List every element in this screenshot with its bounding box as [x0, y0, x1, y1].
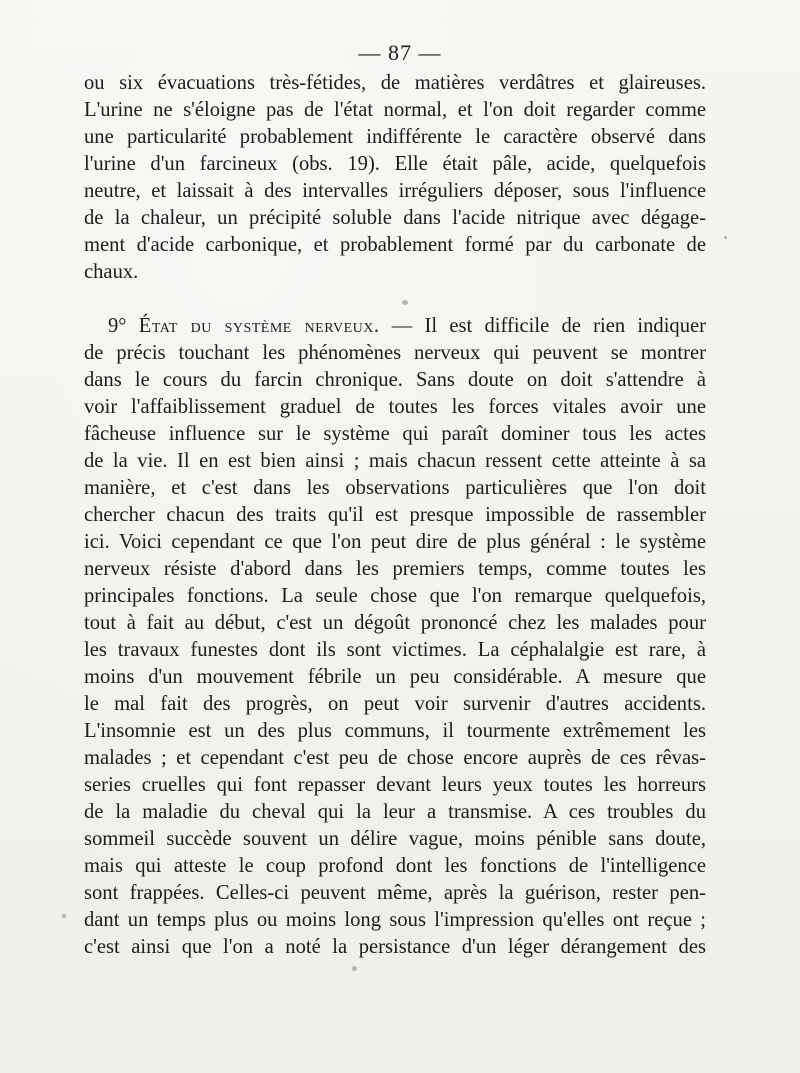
ink-speck: [724, 236, 727, 239]
paragraph-gap: [84, 286, 706, 313]
text-line: nerveux résiste d'abord dans les premiers temps, comme toutes les: [84, 558, 706, 580]
text-line: voir l'affaiblissement graduel de toutes les forces vitales avoir une: [84, 396, 706, 418]
text-line: sommeil succède souvent un délire vague, moins pénible sans doute,: [84, 828, 706, 850]
section-title: État du système nerveux.: [138, 315, 380, 337]
text-line: dans le cours du farcin chronique. Sans doute on doit s'attendre à: [84, 369, 706, 391]
paragraph-1: [84, 70, 706, 286]
text-line: ici. Voici cependant ce que l'on peut dire de plus général : le système: [84, 531, 706, 553]
text-line: chercher chacun des traits qu'il est presque impossible de rassembler: [84, 504, 706, 526]
text-line: manière, et c'est dans les observations particulières que l'on doit: [84, 477, 706, 499]
text-line: tout à fait au début, c'est un dégoût prononcé chez les malades pour: [84, 612, 706, 634]
text-line: L'insomnie est un des plus communs, il tourmente extrêmement les: [84, 720, 706, 742]
text-line: les travaux funestes dont ils sont victimes. La céphalalgie est rare, à: [84, 639, 706, 661]
section-heading-text: — Il est difficile de rien indiquer: [391, 315, 707, 337]
text-line: ment d'acide carbonique, et probablement formé par du carbonate de: [84, 234, 706, 256]
ink-speck: [62, 914, 66, 918]
text-line: de précis touchant les phénomènes nerveux qui peuvent se montrer: [84, 342, 706, 364]
ink-speck: [402, 300, 408, 305]
text-line: series cruelles qui font repasser devant leurs yeux toutes les horreurs: [84, 774, 706, 796]
text-line: fâcheuse influence sur le système qui paraît dominer tous les actes: [84, 423, 706, 445]
text-line: de la chaleur, un précipité soluble dans l'acide nitrique avec dégage-: [84, 207, 706, 229]
text-line: une particularité probablement indifférente le caractère observé dans: [84, 126, 706, 148]
paragraph-2: [84, 313, 706, 961]
ink-speck: [352, 966, 357, 971]
section-heading-line: [84, 313, 706, 340]
text-line: c'est ainsi que l'on a noté la persistance d'un léger dérangement des: [84, 936, 706, 958]
text-line: de la vie. Il en est bien ainsi ; mais chacun ressent cette atteinte à sa: [84, 450, 706, 472]
text-line: malades ; et cependant c'est peu de chose encore auprès de ces rêvas-: [84, 747, 706, 769]
text-line: ou six évacuations très-fétides, de matières verdâtres et glaireuses.: [84, 72, 706, 94]
page-number: — 87 —: [358, 40, 442, 65]
body-text: [84, 70, 706, 961]
text-line: principales fonctions. La seule chose que l'on remarque quelquefois,: [84, 585, 706, 607]
text-line: neutre, et laissait à des intervalles irréguliers déposer, sous l'influence: [84, 180, 706, 202]
text-line: dant un temps plus ou moins long sous l'impression qu'elles ont reçue ;: [84, 909, 706, 931]
text-line: mais qui atteste le coup profond dont les fonctions de l'intelligence: [84, 855, 706, 877]
section-number: 9°: [108, 315, 127, 337]
text-line: L'urine ne s'éloigne pas de l'état normal, et l'on doit regarder comme: [84, 99, 706, 121]
text-line: sont frappées. Celles-ci peuvent même, après la guérison, rester pen-: [84, 882, 706, 904]
text-line: de la maladie du cheval qui la leur a transmise. A ces troubles du: [84, 801, 706, 823]
text-line: l'urine d'un farcineux (obs. 19). Elle était pâle, acide, quelquefois: [84, 153, 706, 175]
text-line: moins d'un mouvement fébrile un peu considérable. A mesure que: [84, 666, 706, 688]
text-line: chaux.: [84, 261, 139, 283]
text-line: le mal fait des progrès, on peut voir survenir d'autres accidents.: [84, 693, 706, 715]
